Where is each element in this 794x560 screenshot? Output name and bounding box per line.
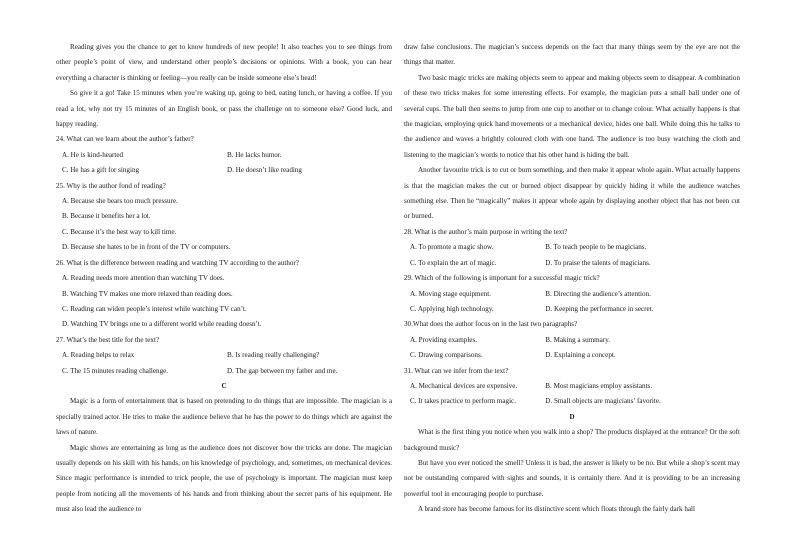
option: A. Because she bears too much pressure. [62, 197, 178, 206]
paragraph: draw false conclusions. The magician’s success depends on the fact that many things seem by the eye are not the things that matter. [404, 43, 740, 67]
option: B. Watching TV makes one more relaxed than reading does. [62, 289, 233, 298]
option: D. Watching TV brings one to a different world while reading doesn’t. [62, 320, 262, 329]
paragraph: So give it a go! Take 15 minutes when you’re waking up, going to bed, eating lunch, or having a coffee. If you read a lot, why not try 15 minutes of an English book, or pass the challenge on to someone else? Good luck, and happy reading. [56, 89, 392, 129]
options-row [56, 348, 392, 363]
options-row [404, 240, 740, 255]
options-row [56, 364, 392, 379]
option: B. Directing the audience’s attention. [545, 289, 651, 298]
option: A. To promote a magic show. [410, 243, 494, 252]
option: C. Applying high technology. [410, 304, 494, 313]
question-30: 30.What does the author focus on in the last two paragraphs? [404, 320, 578, 329]
option: C. Drawing comparisons. [410, 351, 483, 360]
options-row [404, 379, 740, 394]
right-column [404, 40, 740, 518]
option: B. To teach people to be magicians. [545, 243, 647, 252]
paragraph: Reading gives you the chance to get to know hundreds of new people! It also teaches you to see things from other people’s point of view, and understand other people’s decisions or opinions. With a book, you can hear everything a character is thinking or feeling—you really can be inside someone else’s head! [56, 43, 392, 82]
question-25: 25. Why is the author fond of reading? [56, 181, 166, 190]
question-28: 28. What is the author’s main purpose in writing the text? [404, 227, 568, 236]
question-24: 24. What can we learn about the author’s father? [56, 135, 194, 144]
option: C. Reading can widen people’s interest while watching TV can’t. [62, 304, 247, 313]
option: B. Because it benefits her a lot. [62, 212, 151, 221]
question-29: 29. Which of the following is important for a successful magic trick? [404, 274, 600, 283]
option: A. He is kind-hearted [62, 150, 124, 159]
left-column [56, 40, 392, 518]
option: B. Is reading really challenging? [227, 351, 320, 360]
question-26: 26. What is the difference between reading and watching TV according to the author? [56, 258, 299, 267]
option: D. Keeping the performance in secret. [545, 304, 654, 313]
paragraph: Magic shows are entertaining as long as the audience does not discover how the tricks are done. The magician usually depends on his skill with his hands, on his knowledge of psychology, and, sometimes, on mechanical devices. Since magic performance is intended to trick people, the use of psychology is important. The magician must keep people from noticing all the movements of his hands and from thinking about the secret parts of his equipment. He must also lead the audience to [56, 443, 392, 514]
options-row [56, 163, 392, 178]
option: A. Reading helps to relax [62, 351, 135, 360]
option: D. He doesn’t like reading [227, 166, 302, 175]
option: D. Because she hates to be in front of the TV or computers. [62, 243, 231, 252]
paragraph: What is the first thing you notice when you walk into a shop? The products displayed at the entrance? Or the soft background music? [404, 428, 740, 452]
paragraph: Two basic magic tricks are making objects seem to appear and making objects seem to disappear. A combination of these two tricks makes for some interesting effects. For example, the magician puts a small ball under one of several cups. The ball then seems to jump from one cup to another or to change colour. What actually happens is that the magician, employing quick hand movements or a mechanical device, hides one ball. While doing this he talks to the audience and waves a brightly coloured cloth with one hand. The audience is too busy watching the cloth and listening to the magician’s words to notice that his other hand is hiding the ball. [404, 73, 740, 159]
question-31: 31. What can we infer from the text? [404, 366, 509, 375]
option: B. Most magicians employ assistants. [545, 381, 653, 390]
paragraph: Another favourite trick is to cut or burn something, and then make it appear whole again. What actually happens is that the magician makes the cut or burned object disappear by quickly hiding it while the audience watches something else. Then he “magically” makes it appear whole again by displaying another object that has not been cut or burned. [404, 166, 740, 221]
option: C. It takes practice to perform magic. [410, 397, 516, 406]
paragraph: But have you ever noticed the smell? Unless it is bad, the answer is likely to be no. But while a shop’s scent may not be outstanding compared with sights and sounds, it is certainly there. And it is providing to be an increasing powerful tool in encouraging people to purchase. [404, 458, 740, 498]
options-row [404, 256, 740, 271]
option: B. Making a summary. [545, 335, 611, 344]
options-row [404, 394, 740, 409]
option: C. To explain the art of magic. [410, 258, 497, 267]
option: D. To praise the talents of magicians. [545, 258, 651, 267]
option: A. Mechanical devices are expensive. [410, 381, 518, 390]
section-heading-c: C [221, 381, 227, 390]
options-row [56, 148, 392, 163]
option: A. Moving stage equipment. [410, 289, 491, 298]
paragraph: Magic is a form of entertainment that is based on pretending to do things that are impossible. The magician is a specially trained actor. He tries to make the audience believe that he has the power to do things which are against the laws of nature. [56, 397, 392, 437]
option: A. Reading needs more attention than watching TV does. [62, 274, 225, 283]
options-row [404, 302, 740, 317]
option: C. He has a gift for singing [62, 166, 140, 175]
option: D. Explaining a concept. [545, 351, 616, 360]
options-row [404, 348, 740, 363]
option: C. The 15 minutes reading challenge. [62, 366, 169, 375]
option: C. Because it’s the best way to kill time. [62, 227, 177, 236]
section-heading-d: D [569, 412, 575, 421]
options-row [404, 333, 740, 348]
option: D. The gap between my father and me. [227, 366, 338, 375]
options-row [404, 287, 740, 302]
question-27: 27. What’s the best title for the text? [56, 335, 160, 344]
option: B. He lacks humor. [227, 150, 282, 159]
option: A. Providing examples. [410, 335, 477, 344]
option: D. Small objects are magicians’ favorite. [545, 397, 661, 406]
paragraph: A brand store has become famous for its distinctive scent which floats through the fairly dark hall [418, 505, 695, 514]
